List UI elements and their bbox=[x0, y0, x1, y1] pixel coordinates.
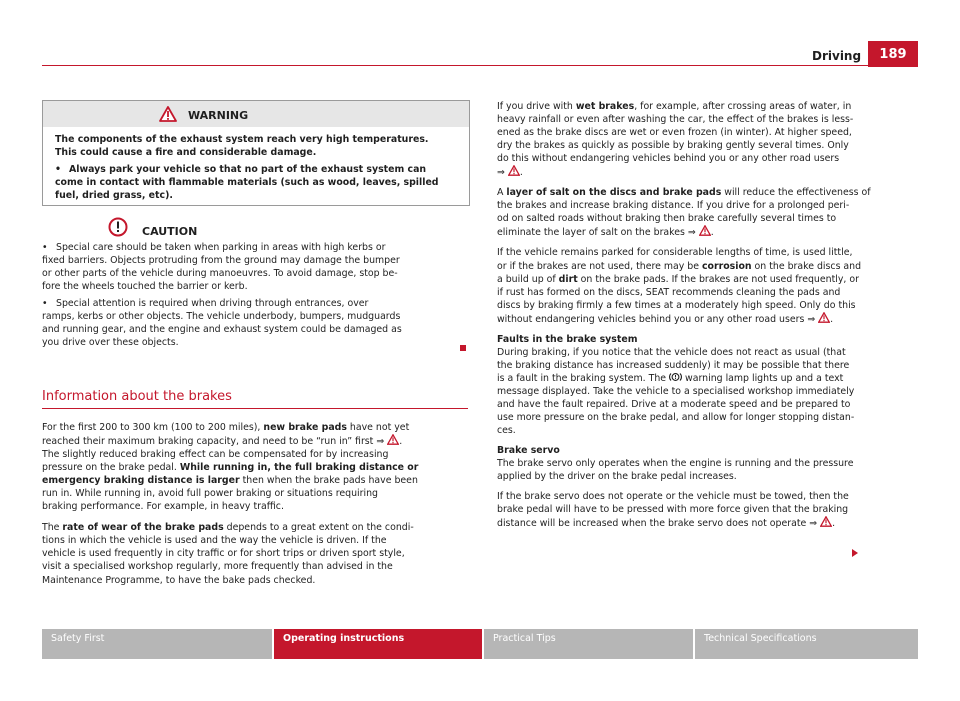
text: A bbox=[497, 187, 507, 199]
warning-title: WARNING bbox=[188, 109, 249, 122]
bold-text: rate of wear of the brake pads bbox=[62, 522, 224, 534]
warning-line: This could cause a fire and considerable damage. bbox=[55, 147, 317, 159]
text: visit a specialised workshop regularly, more frequently than advised in the bbox=[42, 561, 393, 573]
warning-body bbox=[43, 127, 469, 202]
text: or if the brakes are not used, there may be bbox=[497, 260, 702, 272]
paragraph bbox=[497, 333, 918, 437]
subheading: Brake servo bbox=[497, 445, 560, 457]
text: heavy rainfall or even after washing the car, the effect of the brakes is less- bbox=[497, 114, 854, 126]
paragraph bbox=[42, 521, 470, 586]
text: If you drive with bbox=[497, 101, 576, 112]
warning-line: fuel, dried grass, etc). bbox=[55, 190, 173, 202]
caution-item bbox=[42, 241, 470, 293]
caution-title: CAUTION bbox=[142, 225, 198, 238]
text: without endangering vehicles behind you or any other road users ⇒ bbox=[497, 313, 819, 325]
bold-text: new brake pads bbox=[263, 422, 347, 433]
text: . bbox=[830, 313, 834, 325]
header-rule bbox=[42, 65, 918, 66]
text: a build up of bbox=[497, 273, 559, 285]
warning-triangle-icon[interactable] bbox=[699, 225, 711, 236]
footer-tab-practical-tips[interactable] bbox=[484, 629, 693, 659]
warning-triangle-icon bbox=[159, 106, 177, 122]
bold-text: corrosion bbox=[701, 260, 752, 272]
footer-tab-operating-instructions[interactable] bbox=[274, 629, 482, 659]
text: dry the brakes as quickly as possible by braking gently several times. Only bbox=[497, 140, 849, 152]
text: . bbox=[832, 518, 836, 530]
text: . bbox=[399, 436, 403, 448]
warning-header bbox=[43, 101, 469, 127]
bold-text: wet brakes bbox=[575, 101, 635, 112]
paragraph bbox=[497, 444, 918, 483]
text: During braking, if you notice that the vehicle does not react as usual (that bbox=[497, 346, 846, 358]
text: For the first 200 to 300 km (100 to 200 miles), bbox=[42, 422, 264, 433]
bold-text: dirt bbox=[558, 273, 578, 285]
bold-text: emergency braking distance is larger bbox=[42, 475, 240, 487]
text: have not yet bbox=[346, 422, 410, 433]
bullet: • bbox=[42, 242, 48, 253]
text: the brakes and increase braking distance. If you drive for a prolonged peri- bbox=[497, 200, 850, 212]
warning-line: come in contact with flammable materials (such as wood, leaves, spilled bbox=[55, 177, 439, 189]
text: eliminate the layer of salt on the brakes ⇒ bbox=[497, 227, 699, 239]
continue-arrow-icon bbox=[852, 549, 858, 557]
text: ces. bbox=[497, 425, 516, 437]
text: braking performance. For example, in heavy traffic. bbox=[42, 501, 284, 513]
paragraph bbox=[497, 490, 918, 530]
text: use more pressure on the brake pedal, and allow for longer stopping distan- bbox=[497, 412, 855, 424]
text: on the brake discs and bbox=[751, 260, 862, 272]
right-column bbox=[497, 100, 918, 530]
caution-body bbox=[42, 241, 470, 349]
text-line: and running gear, and the engine and exhaust system could be damaged as bbox=[42, 324, 402, 336]
text: . bbox=[710, 227, 714, 239]
bullet: • bbox=[42, 298, 48, 310]
brake-warning-lamp-icon bbox=[669, 372, 682, 382]
text: If the vehicle remains parked for considerable lengths of time, is used little, bbox=[497, 247, 853, 259]
text: reached their maximum braking capacity, and need to be “run in” first ⇒ bbox=[42, 436, 388, 448]
caution-item bbox=[42, 297, 470, 349]
section-end-mark bbox=[460, 345, 466, 351]
paragraph bbox=[497, 186, 918, 239]
text: pressure on the brake pedal. bbox=[42, 462, 180, 474]
text: brake pedal will have to be pressed with more force given that the braking bbox=[497, 504, 849, 516]
text: the braking distance has increased suddenly) it may be possible that there bbox=[497, 359, 850, 371]
footer-tab-technical-specifications[interactable] bbox=[695, 629, 918, 659]
text: discs by braking firmly a few times at a moderately high speed. Only do this bbox=[497, 299, 856, 311]
text: will reduce the effectiveness of bbox=[721, 187, 871, 199]
paragraph bbox=[42, 421, 470, 513]
text: The bbox=[42, 522, 63, 534]
footer-tab-label: Operating instructions bbox=[283, 633, 405, 644]
bold-text: While running in, the full braking distance or bbox=[179, 462, 419, 474]
text: do this without endangering vehicles behind you or any other road users bbox=[497, 153, 840, 165]
text-line: or other parts of the vehicle during manoeuvres. To avoid damage, stop be- bbox=[42, 268, 398, 280]
text: then when the brake pads have been bbox=[239, 475, 418, 487]
text: , for example, after crossing areas of water, in bbox=[634, 101, 852, 112]
header-title: Driving bbox=[812, 49, 862, 63]
section-title: Information about the brakes bbox=[42, 389, 232, 404]
footer-tab-label: Technical Specifications bbox=[704, 633, 817, 644]
text: message displayed. Take the vehicle to a specialised workshop immediately bbox=[497, 385, 855, 397]
text-line: fore the wheels touched the barrier or kerb. bbox=[42, 281, 248, 293]
bullet: • bbox=[55, 164, 61, 176]
paragraph bbox=[497, 100, 918, 179]
text: The brake servo only operates when the engine is running and the pressure bbox=[497, 458, 854, 470]
warning-triangle-icon[interactable] bbox=[508, 165, 520, 176]
footer-tab-label: Practical Tips bbox=[493, 633, 556, 644]
footer-tab-label: Safety First bbox=[51, 633, 105, 644]
text: if rust has formed on the discs, SEAT recommends cleaning the pads and bbox=[497, 286, 841, 298]
text-line: fixed barriers. Objects protruding from the ground may damage the bumper bbox=[42, 255, 400, 267]
text: Maintenance Programme, to have the bake pads checked. bbox=[42, 574, 316, 586]
text: run in. While running in, avoid full power braking or situations requiring bbox=[42, 488, 378, 500]
section-rule bbox=[42, 408, 468, 409]
text: warning lamp lights up and a text bbox=[682, 372, 844, 384]
text: ⇒ bbox=[497, 167, 508, 179]
text: on the brake pads. If the brakes are not used frequently, or bbox=[577, 273, 859, 285]
text: and have the fault repaired. Drive at a moderate speed and be prepared to bbox=[497, 398, 851, 410]
text: ened as the brake discs are wet or even frozen (in winter). At higher speed, bbox=[497, 127, 852, 139]
subheading: Faults in the brake system bbox=[497, 333, 638, 345]
text: tions in which the vehicle is used and the way the vehicle is driven. If the bbox=[42, 535, 387, 547]
warning-triangle-icon[interactable] bbox=[820, 516, 832, 527]
text: is a fault in the braking system. The bbox=[497, 372, 670, 384]
bold-text: layer of salt on the discs and brake pads bbox=[506, 187, 722, 199]
text: depends to a great extent on the condi- bbox=[223, 522, 414, 534]
warning-triangle-icon[interactable] bbox=[387, 434, 399, 445]
caution-exclamation-icon bbox=[108, 217, 128, 237]
warning-line: Always park your vehicle so that no part of the exhaust system can bbox=[69, 164, 427, 176]
text: If the brake servo does not operate or the vehicle must be towed, then the bbox=[497, 491, 849, 503]
warning-line: The components of the exhaust system reach very high temperatures. bbox=[55, 134, 429, 145]
text: vehicle is used frequently in city traffic or for short trips or driven sport style, bbox=[42, 548, 405, 560]
text: The slightly reduced braking effect can be compensated for by increasing bbox=[42, 449, 389, 461]
text-line: Special care should be taken when parking in areas with high kerbs or bbox=[56, 242, 386, 253]
text-line: you drive over these objects. bbox=[42, 337, 179, 349]
warning-bullet-item bbox=[55, 163, 457, 202]
text-line: ramps, kerbs or other objects. The vehicle underbody, bumpers, mudguards bbox=[42, 311, 401, 323]
text: applied by the driver on the brake pedal increases. bbox=[497, 471, 737, 483]
text: od on salted roads without braking then brake carefully several times to bbox=[497, 213, 837, 225]
text-line: Special attention is required when driving through entrances, over bbox=[56, 298, 369, 310]
warning-triangle-icon[interactable] bbox=[818, 312, 830, 323]
text: distance will be increased when the brake servo does not operate ⇒ bbox=[497, 518, 821, 530]
footer-tab-safety-first[interactable] bbox=[42, 629, 272, 659]
warning-box bbox=[42, 100, 470, 206]
warning-paragraph bbox=[55, 133, 457, 159]
paragraph bbox=[497, 246, 918, 325]
page-number: 189 bbox=[868, 41, 918, 67]
text: . bbox=[519, 167, 523, 179]
brakes-intro bbox=[42, 421, 470, 587]
